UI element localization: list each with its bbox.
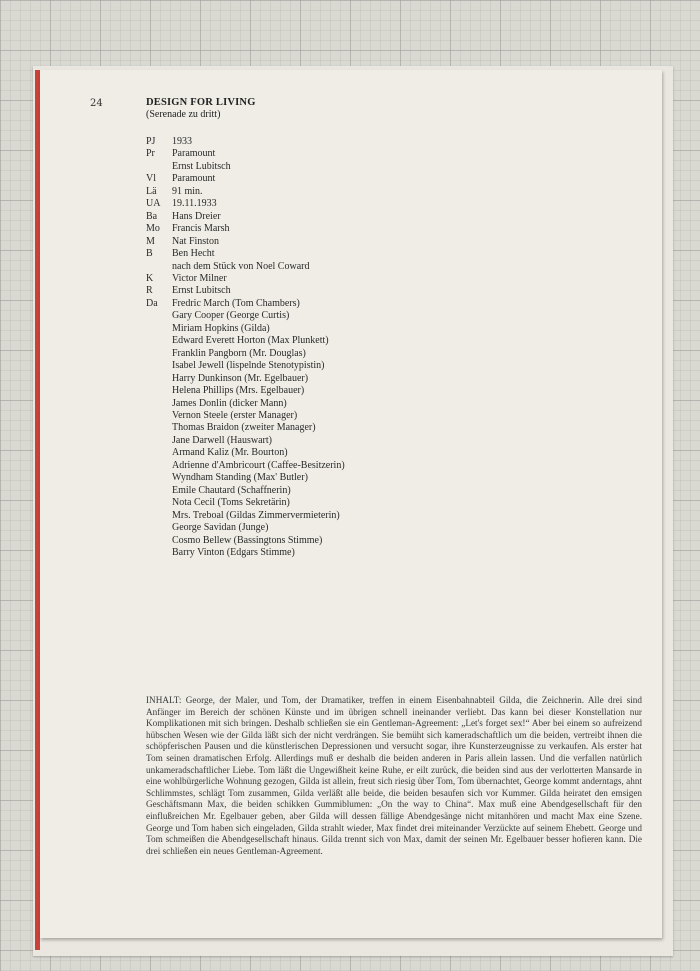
credit-value: Ernst Lubitsch [172, 160, 231, 172]
credit-code [146, 161, 172, 173]
credit-row [146, 535, 345, 547]
credit-code [146, 460, 172, 472]
credit-row [146, 186, 345, 198]
credit-code [146, 261, 172, 273]
credit-code: Pr [146, 148, 155, 160]
credit-row [146, 173, 345, 185]
credit-value: Hans Dreier [172, 210, 221, 222]
credit-value: Paramount [172, 173, 216, 185]
credit-value: Fredric March (Tom Chambers) [172, 297, 300, 309]
credit-code [146, 360, 172, 372]
credit-row [146, 522, 345, 534]
credit-code: Mo [146, 223, 160, 235]
credit-value: 19.11.1933 [172, 198, 217, 210]
credit-value: Vernon Steele (erster Manager) [172, 409, 298, 421]
credit-code: K [146, 272, 154, 284]
credit-row [146, 348, 345, 360]
credit-row [146, 223, 345, 235]
credit-value: Francis Marsh [172, 223, 230, 235]
credit-row [146, 261, 345, 273]
credit-code [146, 547, 172, 559]
credit-value: Ernst Lubitsch [172, 285, 231, 297]
credit-code: M [146, 235, 155, 247]
credit-row [146, 335, 345, 347]
credit-row [146, 198, 345, 210]
credit-value: James Donlin (dicker Mann) [172, 397, 287, 409]
credit-value: Barry Vinton (Edgars Stimme) [172, 546, 295, 558]
credit-value: George Savidan (Junge) [172, 522, 269, 534]
credit-code: Vl [146, 173, 156, 185]
credit-row [146, 410, 345, 422]
credit-row [146, 472, 345, 484]
credit-value: nach dem Stück von Noel Coward [172, 260, 310, 272]
credit-value: Helena Phillips (Mrs. Egelbauer) [172, 385, 305, 397]
credit-value: Edward Everett Horton (Max Plunkett) [172, 335, 329, 347]
credit-value: Victor Milner [172, 272, 227, 284]
credit-row [146, 497, 345, 509]
credit-code [146, 472, 172, 484]
credit-value: Adrienne d'Ambricourt (Caffee-Besitzerin) [172, 459, 345, 471]
credit-code [146, 535, 172, 547]
credit-row [146, 323, 345, 335]
credit-code: R [146, 285, 153, 297]
credit-row [146, 148, 345, 160]
credit-value: Jane Darwell (Hauswart) [172, 434, 272, 446]
credit-row [146, 136, 345, 148]
credit-code [146, 385, 172, 397]
film-heading [146, 97, 256, 120]
credit-value: Ben Hecht [172, 248, 215, 260]
credit-code: B [146, 248, 153, 260]
credit-code [146, 435, 172, 447]
credit-value: Nat Finston [172, 235, 219, 247]
credit-value: Mrs. Treboal (Gildas Zimmervermieterin) [172, 509, 340, 521]
page-number: 24 [90, 98, 103, 109]
credit-row [146, 373, 345, 385]
credit-code: Lä [146, 185, 157, 197]
credit-value: Harry Dunkinson (Mr. Egelbauer) [172, 372, 309, 384]
credit-code: Da [146, 297, 158, 309]
credit-code [146, 447, 172, 459]
credit-value: Franklin Pangborn (Mr. Douglas) [172, 347, 306, 359]
film-subtitle: (Serenade zu dritt) [146, 109, 221, 120]
credit-code [146, 335, 172, 347]
credit-row [146, 236, 345, 248]
credit-code: UA [146, 198, 161, 210]
credit-value: Isabel Jewell (lispelnde Stenotypistin) [172, 360, 325, 372]
credit-row [146, 422, 345, 434]
credit-row [146, 161, 345, 173]
credit-row [146, 398, 345, 410]
credit-code [146, 310, 172, 322]
credit-code [146, 522, 172, 534]
synopsis-text: INHALT: George, der Maler, und Tom, der Dramatiker, treffen in einem Eisenbahnabteil Gilda, die Zeichnerin. Alle drei sind Anfänger im Bereich der schönen Künste und im übrigen schnell ineinander verliebt. Das kann bei dieser Konstellation nur Komplikationen mit sich bringen. Deshalb schließen sie ein Gentleman-Agreement: „Let's forget sex!“ Aber bei einem so aufreizend hübschen Wesen wie der Gilda läßt sich der nicht verdrängen. Sie bemüht sich kameradschaftlich um die beiden, vertreibt ihnen die schöpferischen Pausen und die künstlerischen Depressionen und versucht sogar, ihre Kunsterzeugnisse zu verkaufen. Als erster hat Tom seinen dramatischen Erfolg. Allerdings muß er deshalb die beiden anderen in Paris allein lassen. Und die verfallen natürlich unkameradschaftlicher Liebe. Tom läßt die Ungewißheit keine Ruhe, er eilt zurück, die beiden sind aus der verlotterten Mansarde in eine wohlbürgerliche Wohnung gezogen, Gilda ist allein, freut sich riesig über Tom, Tom übernachtet, George kommt anderntags, ahnt Schlimmstes, schlägt Tom zusammen, Gilda verläßt alle beide, die beiden besaufen sich vor Kummer. Gilda heiratet den emsigen Geschäftsmann Max, die beiden schikken Gummiblumen: „On the way to China“. Max muß eine Abendgesellschaft für den einflußreichen Mr. Egelbauer geben, aber Gilda will dessen fällige Abendgesänge nicht mitanhören und macht Max eine Szene. George und Tom haben sich eingeladen, Gilda strahlt wieder, Max findet drei miteinander Verzückte auf seinem Ehebett. George und Tom schmeißen die Abendgesellschaft hinaus. Gilda trennt sich von Max, damit der seinen Mr. Egelbauer besser hofieren kann. Die drei schließen ein neues Gentleman-Agreement. [146, 695, 642, 856]
credit-row [146, 385, 345, 397]
credit-value: Armand Kaliz (Mr. Bourton) [172, 447, 288, 459]
credit-row [146, 360, 345, 372]
credit-code: Ba [146, 210, 158, 222]
credit-row [146, 510, 345, 522]
credit-code [146, 410, 172, 422]
credit-value: Wyndham Standing (Max' Butler) [172, 472, 308, 484]
credit-row [146, 248, 345, 260]
credit-value: Emile Chautard (Schaffnerin) [172, 484, 291, 496]
credit-code [146, 323, 172, 335]
credit-value: Thomas Braidon (zweiter Manager) [172, 422, 316, 434]
credit-value: Nota Cecil (Toms Sekretärin) [172, 497, 290, 509]
credit-code: PJ [146, 136, 156, 147]
credit-value: Cosmo Bellew (Bassingtons Stimme) [172, 534, 323, 546]
credit-code [146, 485, 172, 497]
credit-row [146, 273, 345, 285]
film-title: DESIGN FOR LIVING [146, 97, 256, 108]
credit-value: Paramount [172, 148, 216, 160]
credit-row [146, 285, 345, 297]
document-page [40, 70, 662, 938]
credit-row [146, 310, 345, 322]
credit-code [146, 510, 172, 522]
credit-row [146, 435, 345, 447]
credit-code [146, 422, 172, 434]
credit-row [146, 460, 345, 472]
credit-row [146, 447, 345, 459]
credit-row [146, 547, 345, 559]
credit-value: 91 min. [172, 185, 203, 197]
credit-row [146, 485, 345, 497]
credit-value: Gary Cooper (George Curtis) [172, 310, 290, 322]
credit-code [146, 348, 172, 360]
credit-row [146, 298, 345, 310]
credits-list [146, 136, 345, 559]
credit-code [146, 398, 172, 410]
credit-code [146, 497, 172, 509]
credit-value: 1933 [172, 136, 192, 147]
credit-code [146, 373, 172, 385]
credit-row [146, 211, 345, 223]
credit-value: Miriam Hopkins (Gilda) [172, 322, 270, 334]
